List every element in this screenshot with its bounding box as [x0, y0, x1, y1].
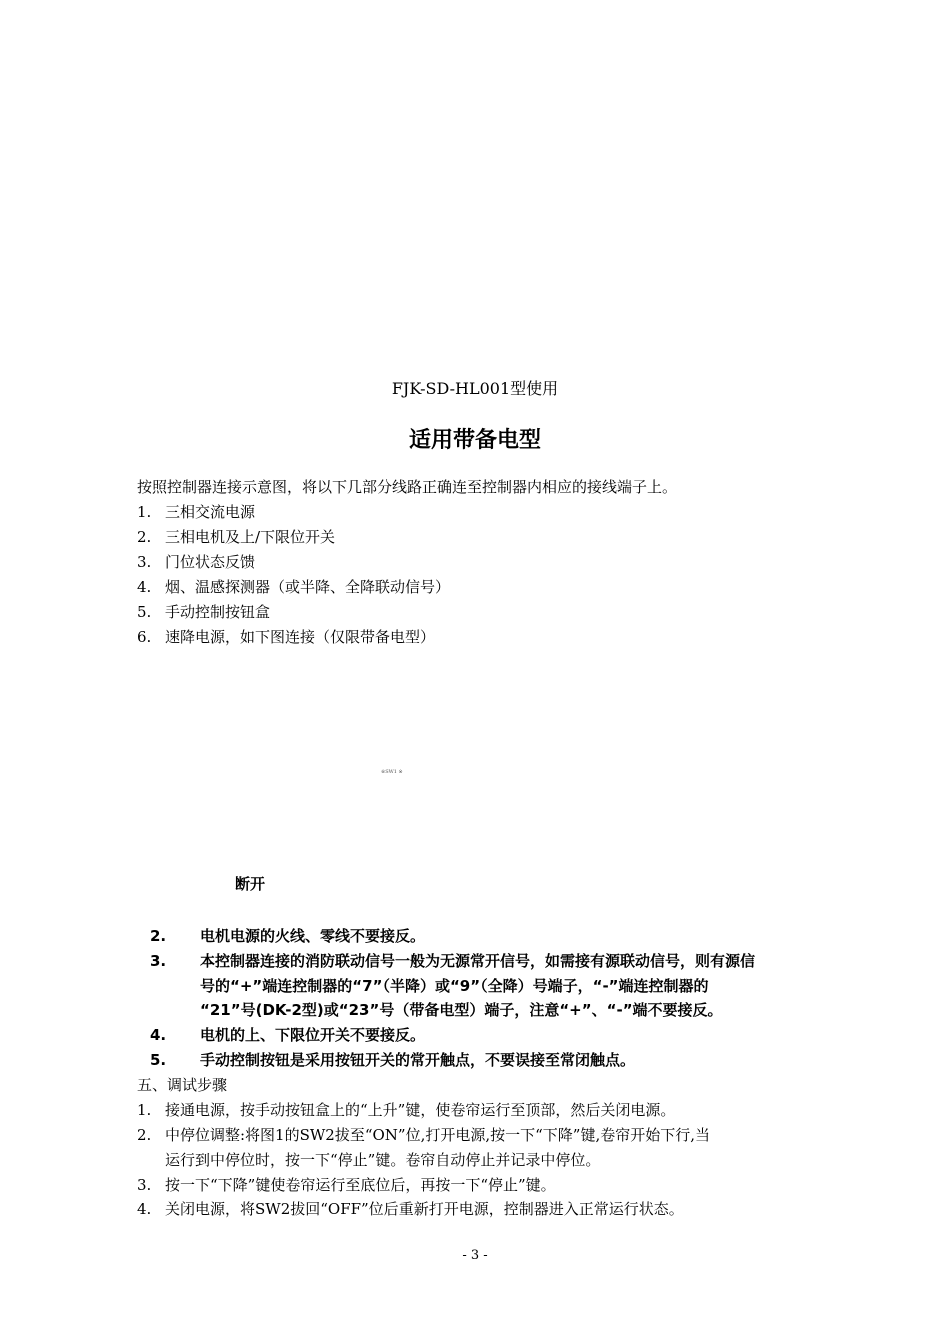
- item-number: 6.: [137, 628, 152, 646]
- item-text: 三相交流电源: [165, 503, 256, 521]
- item-text: 三相电机及上/下限位开关: [165, 528, 336, 546]
- item-text: 烟、温感探测器（或半降、全降联动信号）: [165, 578, 451, 596]
- step-number: 4.: [137, 1200, 152, 1218]
- step-number: 2.: [137, 1126, 152, 1144]
- step-item: [137, 1124, 710, 1145]
- step-item: [137, 1174, 556, 1195]
- wiring-item: [137, 601, 270, 622]
- item-text: 门位状态反馈: [165, 553, 256, 571]
- item-number: 3.: [137, 553, 152, 571]
- note-item: [150, 1024, 425, 1045]
- note-text: 电机的上、下限位开关不要接反。: [200, 1026, 426, 1044]
- wiring-item: [137, 551, 255, 572]
- note-text: 本控制器连接的消防联动信号一般为无源常开信号，如需接有源联动信号，则有源信: [200, 952, 756, 970]
- note-text: 电机电源的火线、零线不要接反。: [200, 927, 426, 945]
- step-text: 按一下“下降”键使卷帘运行至底位后，再按一下“停止”键。: [165, 1176, 556, 1194]
- note-item: [150, 1049, 635, 1070]
- section-heading: 五、调试步骤: [137, 1076, 228, 1094]
- note-number: 2.: [150, 927, 167, 945]
- step-item: [137, 1198, 684, 1219]
- note-number: 4.: [150, 1026, 167, 1044]
- step-text: 接通电源，按手动按钮盒上的“上升”键，使卷帘运行至顶部，然后关闭电源。: [165, 1101, 676, 1119]
- wiring-item: [137, 626, 435, 647]
- item-number: 2.: [137, 528, 152, 546]
- step-number: 3.: [137, 1176, 152, 1194]
- item-number: 1.: [137, 503, 152, 521]
- diagram-tiny-label: ※SW1 ※: [381, 769, 403, 775]
- intro-paragraph: 按照控制器连接示意图，将以下几部分线路正确连至控制器内相应的接线端子上。: [137, 478, 678, 496]
- document-subtitle: FJK-SD-HL001型使用: [391, 379, 559, 398]
- diagram-label-off: 断开: [235, 875, 266, 893]
- note-number: 5.: [150, 1051, 167, 1069]
- step-text: 中停位调整:将图1的SW2拔至“ON”位,打开电源,按一下“下降”键,卷帘开始下行,当: [165, 1126, 711, 1144]
- item-number: 5.: [137, 603, 152, 621]
- step-number: 1.: [137, 1101, 152, 1119]
- item-number: 4.: [137, 578, 152, 596]
- note-text-continued: “21”号(DK-2型)或“23”号（带备电型）端子，注意“+”、“-”端不要接反。: [200, 1001, 723, 1019]
- note-item: [150, 925, 425, 946]
- page-number: - 3 -: [462, 1248, 488, 1263]
- note-text: 手动控制按钮是采用按钮开关的常开触点，不要误接至常闭触点。: [200, 1051, 636, 1069]
- wiring-item: [137, 526, 335, 547]
- document-title: 适用带备电型: [408, 428, 541, 453]
- note-item: [150, 950, 755, 971]
- item-text: 速降电源，如下图连接（仅限带备电型）: [165, 628, 436, 646]
- step-text: 关闭电源，将SW2拔回“OFF”位后重新打开电源，控制器进入正常运行状态。: [165, 1200, 684, 1218]
- wiring-item: [137, 501, 255, 522]
- item-text: 手动控制按钮盒: [165, 603, 271, 621]
- wiring-item: [137, 576, 450, 597]
- note-number: 3.: [150, 952, 167, 970]
- step-text-continued: 运行到中停位时，按一下“停止”键。卷帘自动停止并记录中停位。: [165, 1151, 601, 1169]
- step-item: [137, 1099, 675, 1120]
- note-text-continued: 号的“+”端连控制器的“7”（半降）或“9”（全降）号端子，“-”端连控制器的: [200, 977, 709, 995]
